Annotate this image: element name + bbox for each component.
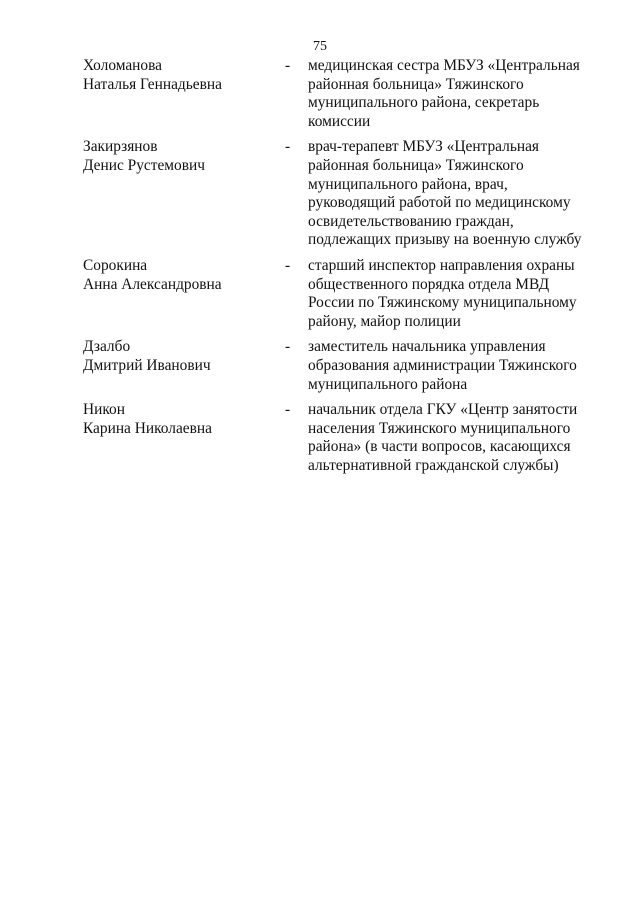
description-line: медицинская сестра МБУЗ «Центральная: [308, 57, 580, 74]
member-surname: Закирзянов: [83, 138, 158, 156]
description-line: районная больница» Тяжинского: [308, 75, 524, 93]
member-name: [83, 138, 273, 175]
description-line: районная больница» Тяжинского: [308, 156, 524, 174]
member-name: [83, 57, 273, 94]
description-line: России по Тяжинскому муниципальному: [308, 294, 577, 312]
member-surname: Никон: [83, 401, 125, 419]
member-name: [83, 257, 273, 294]
page-number: 75: [313, 39, 327, 54]
member-description: [308, 401, 583, 475]
member-entry: [83, 257, 583, 331]
description-line: врач-терапевт МБУЗ «Центральная: [308, 138, 539, 156]
member-given-names: Анна Александровна: [83, 275, 222, 293]
description-line: муниципального района, врач,: [308, 175, 508, 193]
member-given-names: Дмитрий Иванович: [83, 356, 211, 374]
member-description: [308, 57, 583, 131]
member-surname: Холоманова: [83, 57, 163, 74]
description-line: населения Тяжинского муниципального: [308, 419, 571, 437]
member-description: [308, 257, 583, 331]
description-line: освидетельствованию граждан,: [308, 212, 514, 230]
commission-members-list: [83, 57, 583, 493]
member-given-names: Денис Рустемович: [83, 156, 205, 174]
member-entry: [83, 138, 583, 250]
description-line: подлежащих призыву на военную службу: [308, 231, 582, 249]
member-surname: Сорокина: [83, 256, 148, 274]
description-line: начальник отдела ГКУ «Центр занятости: [308, 401, 578, 419]
member-dash: -: [285, 57, 291, 74]
member-description: [308, 138, 583, 250]
member-dash: -: [285, 401, 291, 419]
description-line: руководящий работой по медицинскому: [308, 194, 571, 212]
member-entry: [83, 57, 583, 131]
member-entry: [83, 338, 583, 394]
description-line: общественного порядка отдела МВД: [308, 275, 550, 293]
member-given-names: Карина Николаевна: [83, 419, 212, 437]
description-line: району, майор полиции: [308, 312, 461, 330]
description-line: образования администрации Тяжинского: [308, 356, 577, 374]
description-line: старший инспектор направления охраны: [308, 256, 575, 274]
member-given-names: Наталья Геннадьевна: [83, 75, 222, 93]
member-description: [308, 338, 583, 394]
description-line: комиссии: [308, 112, 371, 130]
description-line: муниципального района: [308, 375, 468, 393]
description-line: муниципального района, секретарь: [308, 94, 540, 112]
member-dash: -: [285, 338, 291, 356]
member-surname: Дзалбо: [83, 338, 131, 356]
member-name: [83, 401, 273, 438]
description-line: района» (в части вопросов, касающихся: [308, 438, 571, 456]
member-name: [83, 338, 273, 375]
member-dash: -: [285, 256, 291, 274]
description-line: заместитель начальника управления: [308, 338, 546, 356]
member-dash: -: [285, 138, 291, 156]
member-entry: [83, 401, 583, 475]
description-line: альтернативной гражданской службы): [308, 456, 559, 474]
